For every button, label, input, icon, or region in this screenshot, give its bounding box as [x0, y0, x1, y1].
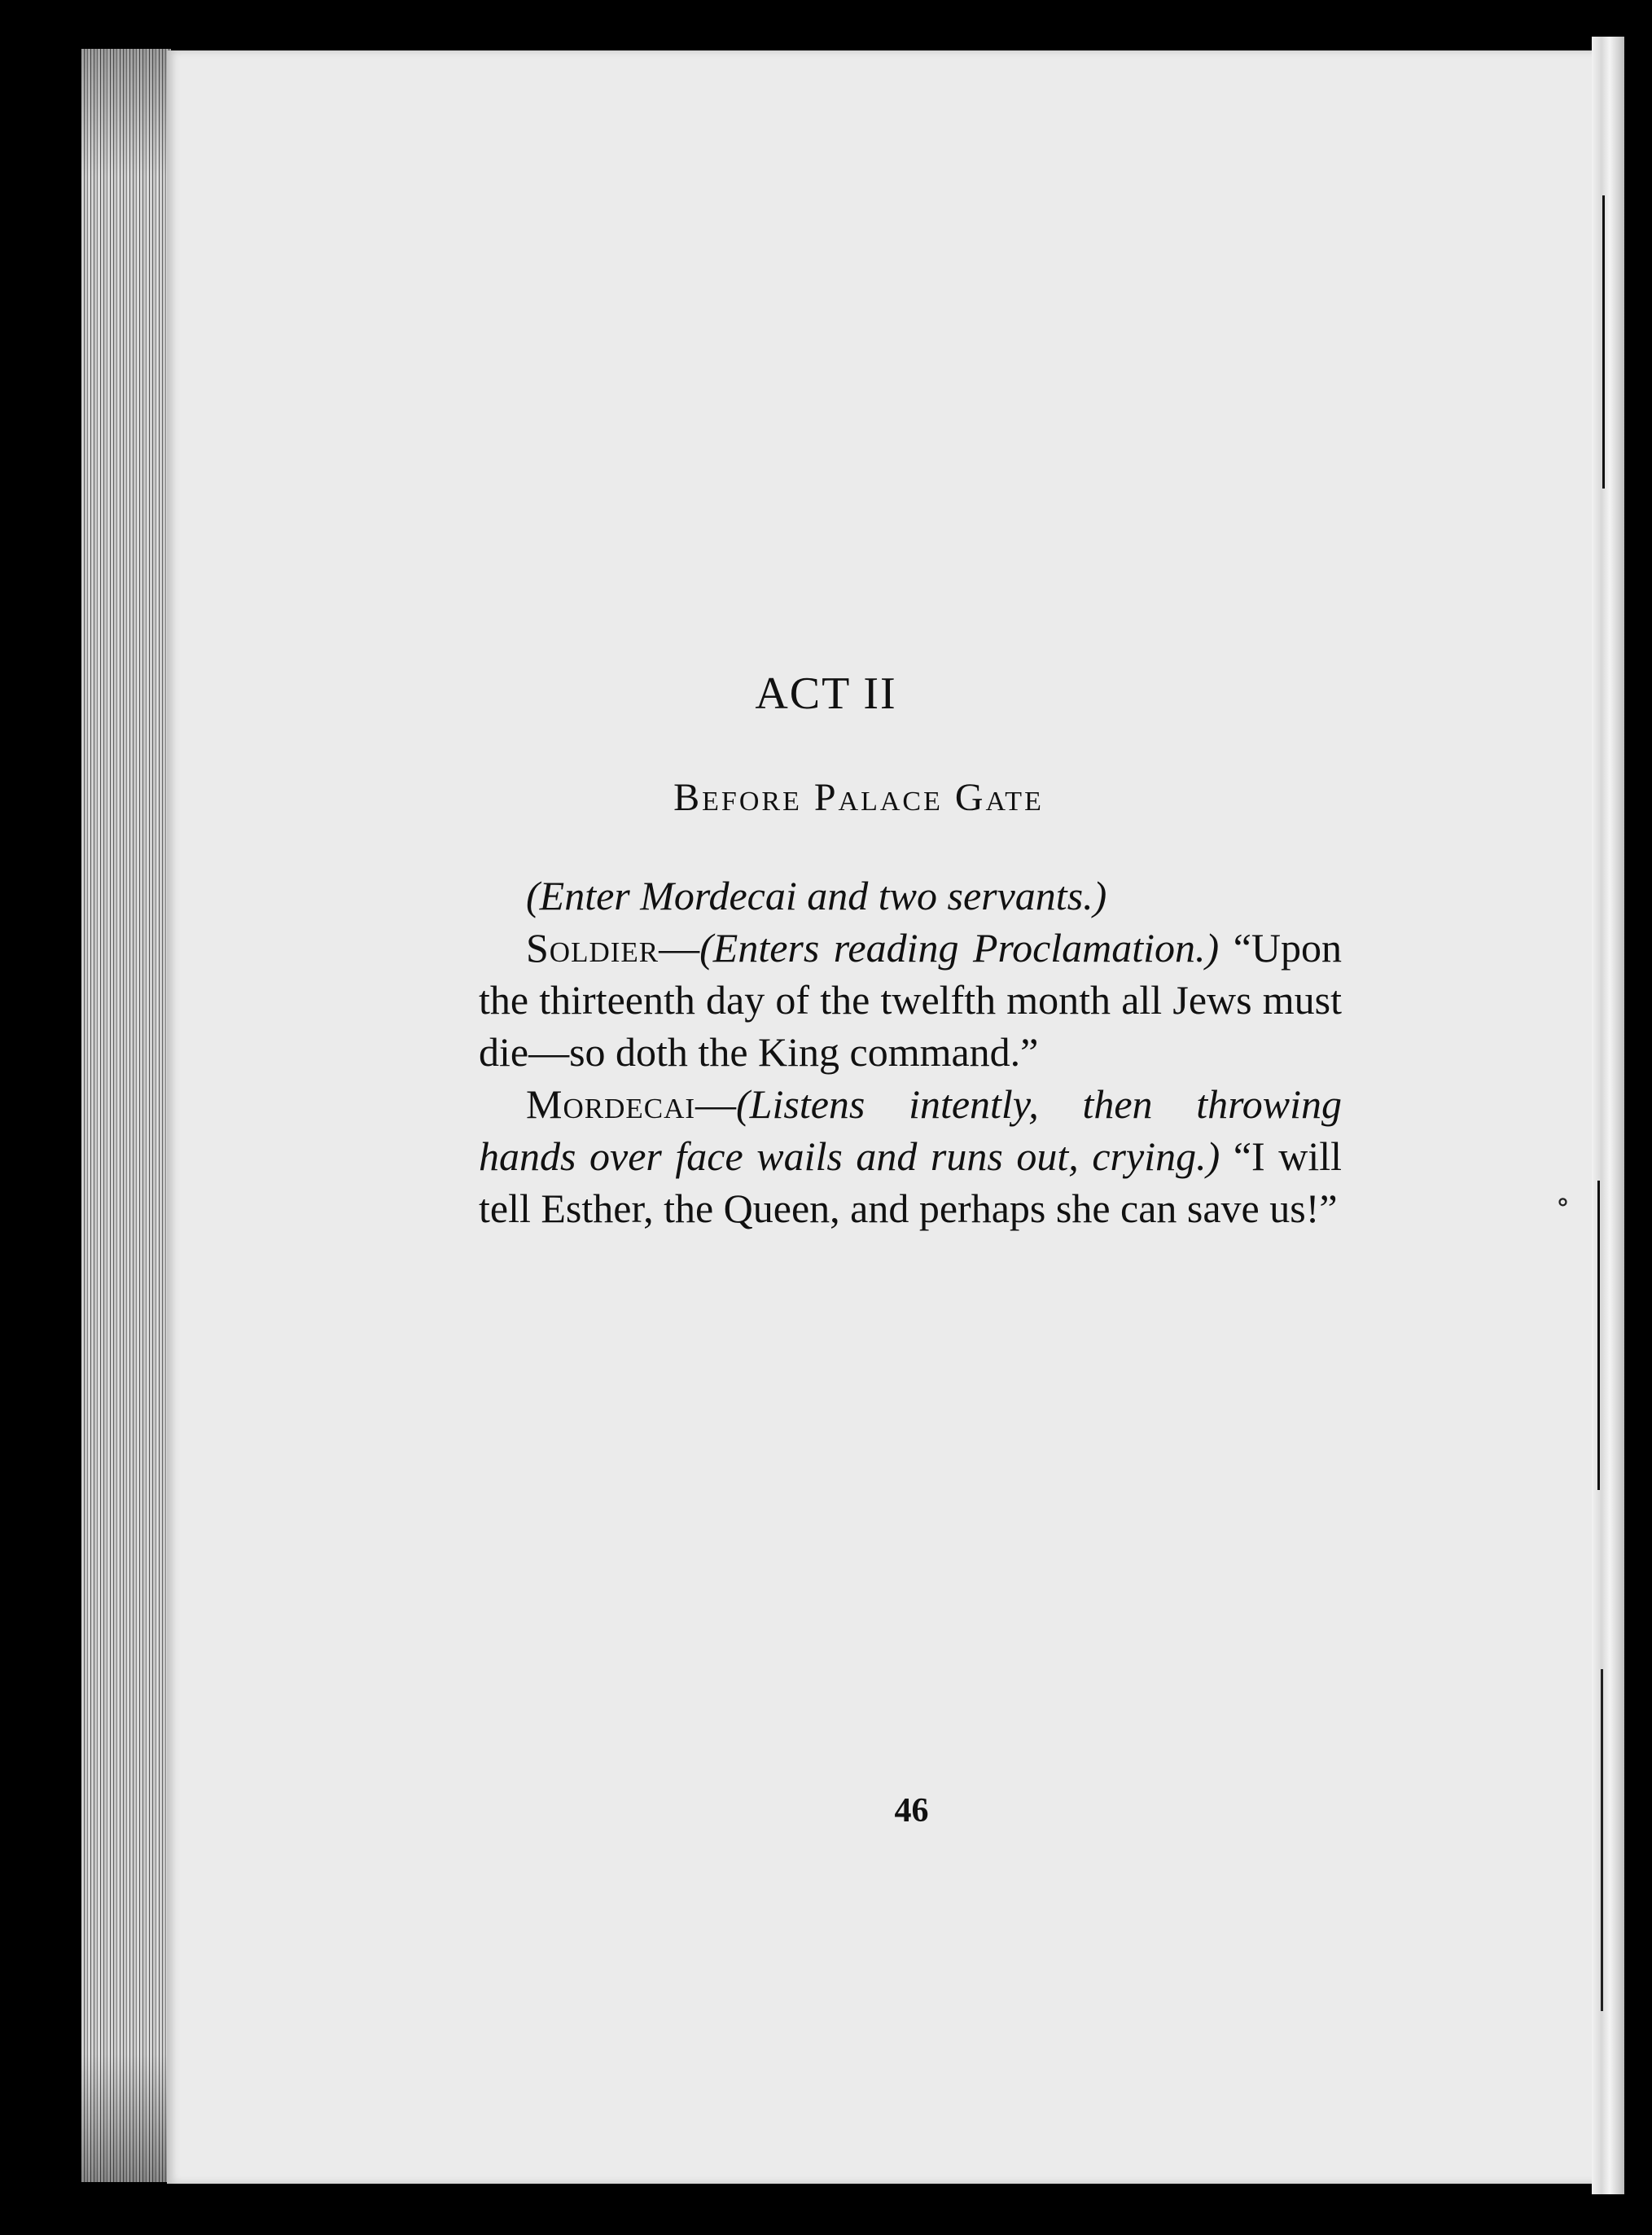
speaker-dash: —	[695, 1081, 737, 1127]
mordecai-stage-direction: (Listens intently, then throwing hands over face wails and runs out, crying.)	[479, 1081, 1342, 1179]
stage-entry: (Enter Mordecai and two servants.)	[526, 873, 1107, 918]
edge-shadow-line	[1597, 1181, 1600, 1490]
scan-speck-mark: ˚	[1555, 1197, 1571, 1233]
book-right-edge	[1592, 37, 1624, 2194]
speaker-mordecai: Mordecai	[526, 1081, 696, 1127]
stage-entry-paragraph	[479, 870, 1342, 922]
mordecai-speech: “I will tell Esther, the Queen, and perhaps she can save us!”	[479, 1133, 1342, 1231]
soldier-stage-direction: (Enters reading Proclamation.)	[699, 925, 1220, 971]
speaker-dash: —	[659, 925, 700, 971]
book-page-edges	[81, 49, 171, 2182]
mordecai-paragraph	[479, 1078, 1342, 1234]
edge-shadow-line	[1601, 1669, 1603, 2011]
page-number: 46	[894, 1792, 929, 1830]
act-heading: ACT II	[755, 668, 897, 719]
play-text	[479, 870, 1342, 1234]
edge-shadow-line	[1602, 195, 1605, 489]
speaker-soldier: Soldier	[526, 925, 659, 971]
soldier-paragraph	[479, 922, 1342, 1078]
scene-heading: Before Palace Gate	[673, 776, 1044, 819]
soldier-speech: “Upon the thirteenth day of the twelfth month all Jews must die—so doth the King command.”	[479, 925, 1342, 1075]
